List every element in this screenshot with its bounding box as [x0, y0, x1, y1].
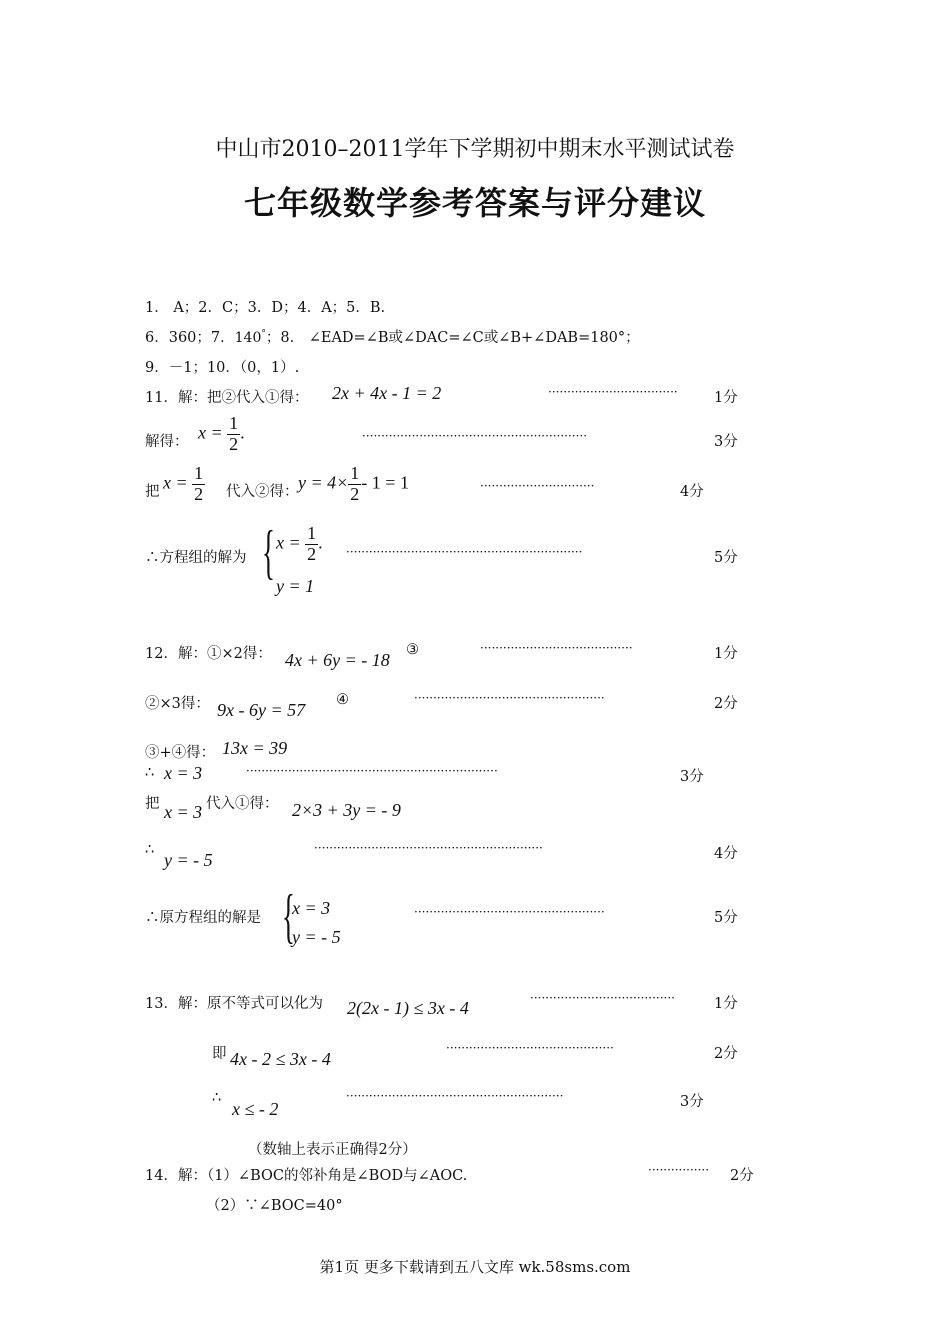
- fraction-denominator: 2: [307, 543, 317, 564]
- q11-line2-text: 解得：: [145, 434, 189, 450]
- q12-solution-x: x = 3: [292, 898, 331, 918]
- q12-line7-score: 5分: [714, 910, 738, 926]
- fraction-numerator: 1: [194, 463, 204, 483]
- system-brace: {: [282, 883, 295, 949]
- q12-line1-score: 1分: [714, 646, 738, 662]
- answer-7-value: 140: [234, 330, 262, 346]
- q13-line3-score: 3分: [680, 1094, 704, 1110]
- q11-line3-math: [298, 464, 409, 505]
- q12-line1-mark: ③: [406, 642, 419, 658]
- fraction: [227, 414, 240, 455]
- q12-line7-text: ∴原方程组的解是: [145, 910, 261, 926]
- q11-solution-x: [276, 524, 323, 565]
- q13-line3-math: x ≤ - 2: [232, 1099, 279, 1119]
- period: .: [318, 532, 323, 553]
- q13-line2-score: 2分: [714, 1046, 738, 1062]
- q12-line2-score: 2分: [714, 696, 738, 712]
- answers-9-10: 9．－1；10．（0，1）.: [145, 360, 300, 376]
- q12-line5-math-a: x = 3: [164, 802, 203, 822]
- q11-solution-x-lhs: x =: [276, 532, 301, 553]
- q11-line4-score: 5分: [714, 550, 738, 566]
- period: .: [240, 422, 245, 443]
- score-leader: ··················································: [414, 691, 605, 705]
- q12-line2-text: ②×3得：: [145, 696, 210, 712]
- q11-line3-lhs: x =: [163, 472, 188, 493]
- fraction-denominator: 2: [194, 483, 204, 504]
- q12-line1-text: 12．解：①×2得：: [145, 646, 272, 662]
- q12-line6-therefore: ∴: [145, 842, 155, 858]
- fraction: [348, 464, 361, 505]
- fraction-denominator: 2: [229, 433, 239, 454]
- score-leader: ·························································: [346, 1089, 564, 1103]
- fraction-numerator: 1: [350, 463, 360, 483]
- q12-line2-math: 9x - 6y = 57: [217, 700, 306, 720]
- page-footer: 第1页 更多下载请到五八文库 wk.58sms.com: [319, 1258, 631, 1276]
- answers-6-8: [145, 326, 640, 347]
- q11-line2-math: [198, 414, 245, 455]
- score-leader: ··································································: [246, 764, 498, 778]
- q13-line2-text: 即: [212, 1046, 227, 1062]
- q12-line2-mark: ④: [336, 692, 349, 708]
- q11-line3-math-b: - 1 = 1: [361, 472, 409, 493]
- fraction: [305, 524, 318, 565]
- q12-line5-text-b: 代入①得：: [206, 796, 279, 812]
- q13-line2-math: 4x - 2 ≤ 3x - 4: [230, 1049, 331, 1069]
- q11-solution-y: y = 1: [276, 576, 315, 596]
- q13-line3-therefore: ∴: [212, 1090, 222, 1106]
- q11-line3-text-b: 代入②得：: [226, 484, 299, 500]
- q12-line3-math: 13x = 39: [222, 738, 288, 758]
- q11-line2-lhs: x =: [198, 422, 223, 443]
- q11-line1-score: 1分: [714, 390, 738, 406]
- answer-7-degree: °: [261, 329, 266, 340]
- system-brace: {: [262, 519, 275, 585]
- score-leader: ············································: [446, 1041, 614, 1055]
- q13-line1-math: 2(2x - 1) ≤ 3x - 4: [347, 998, 469, 1018]
- score-leader: ······························: [480, 479, 595, 493]
- q13-line1-text: 13．解：原不等式可以化为: [145, 996, 323, 1012]
- score-leader: ··················································: [414, 905, 605, 919]
- q11-line1-text: 11．解：把②代入①得：: [145, 390, 309, 406]
- answers-8: ；8． ∠EAD=∠B或∠DAC=∠C或∠B+∠DAB=180°；: [265, 330, 640, 346]
- q12-line6-math: y = - 5: [164, 850, 213, 870]
- score-leader: ····························································: [314, 841, 543, 855]
- q12-line4-therefore: ∴: [145, 765, 155, 781]
- answers-1-5: 1． A；2．C；3．D；4．A；5．B.: [145, 300, 386, 316]
- q11-line3-x: [163, 464, 205, 505]
- answers-6-7-label: 6．360；7．: [145, 330, 235, 346]
- q12-line1-math: 4x + 6y = - 18: [285, 650, 390, 670]
- exam-title: 中山市2010–2011学年下学期初中期末水平测试试卷: [215, 137, 735, 162]
- q11-line3-score: 4分: [680, 484, 704, 500]
- q12-line5-text-a: 把: [145, 796, 160, 812]
- q14-line1-text: 14．解：（1）∠BOC的邻补角是∠BOD与∠AOC.: [145, 1168, 468, 1184]
- q13-line1-score: 1分: [714, 996, 738, 1012]
- q12-line5-math-b: 2×3 + 3y = - 9: [292, 800, 401, 820]
- q12-line3-text: ③+④得：: [145, 745, 216, 761]
- fraction-denominator: 2: [350, 483, 360, 504]
- q14-line2-text: （2）∵∠BOC=40°: [206, 1198, 343, 1214]
- document-title: 七年级数学参考答案与评分建议: [243, 184, 706, 222]
- q14-line1-score: 2分: [730, 1168, 754, 1184]
- q12-line4-math: x = 3: [164, 763, 203, 783]
- score-leader: ········································: [480, 641, 633, 655]
- score-leader: ······································: [530, 991, 675, 1005]
- score-leader: ················: [648, 1163, 710, 1177]
- fraction-numerator: 1: [229, 413, 239, 433]
- q11-line1-math: 2x + 4x - 1 = 2: [332, 383, 442, 403]
- score-leader: ··································: [548, 385, 678, 399]
- fraction: [192, 464, 205, 505]
- score-leader: ······························································: [346, 545, 583, 559]
- q11-line2-score: 3分: [714, 434, 738, 450]
- score-leader: ···························································: [362, 429, 588, 443]
- q11-line3-text-a: 把: [145, 484, 160, 500]
- q11-line4-text: ∴方程组的解为: [145, 550, 247, 566]
- q11-line3-math-a: y = 4×: [298, 472, 349, 493]
- fraction-numerator: 1: [307, 523, 317, 543]
- q13-note: （数轴上表示正确得2分）: [248, 1142, 417, 1158]
- q12-solution-y: y = - 5: [292, 927, 341, 947]
- q12-line4-score: 3分: [680, 769, 704, 785]
- q12-line6-score: 4分: [714, 846, 738, 862]
